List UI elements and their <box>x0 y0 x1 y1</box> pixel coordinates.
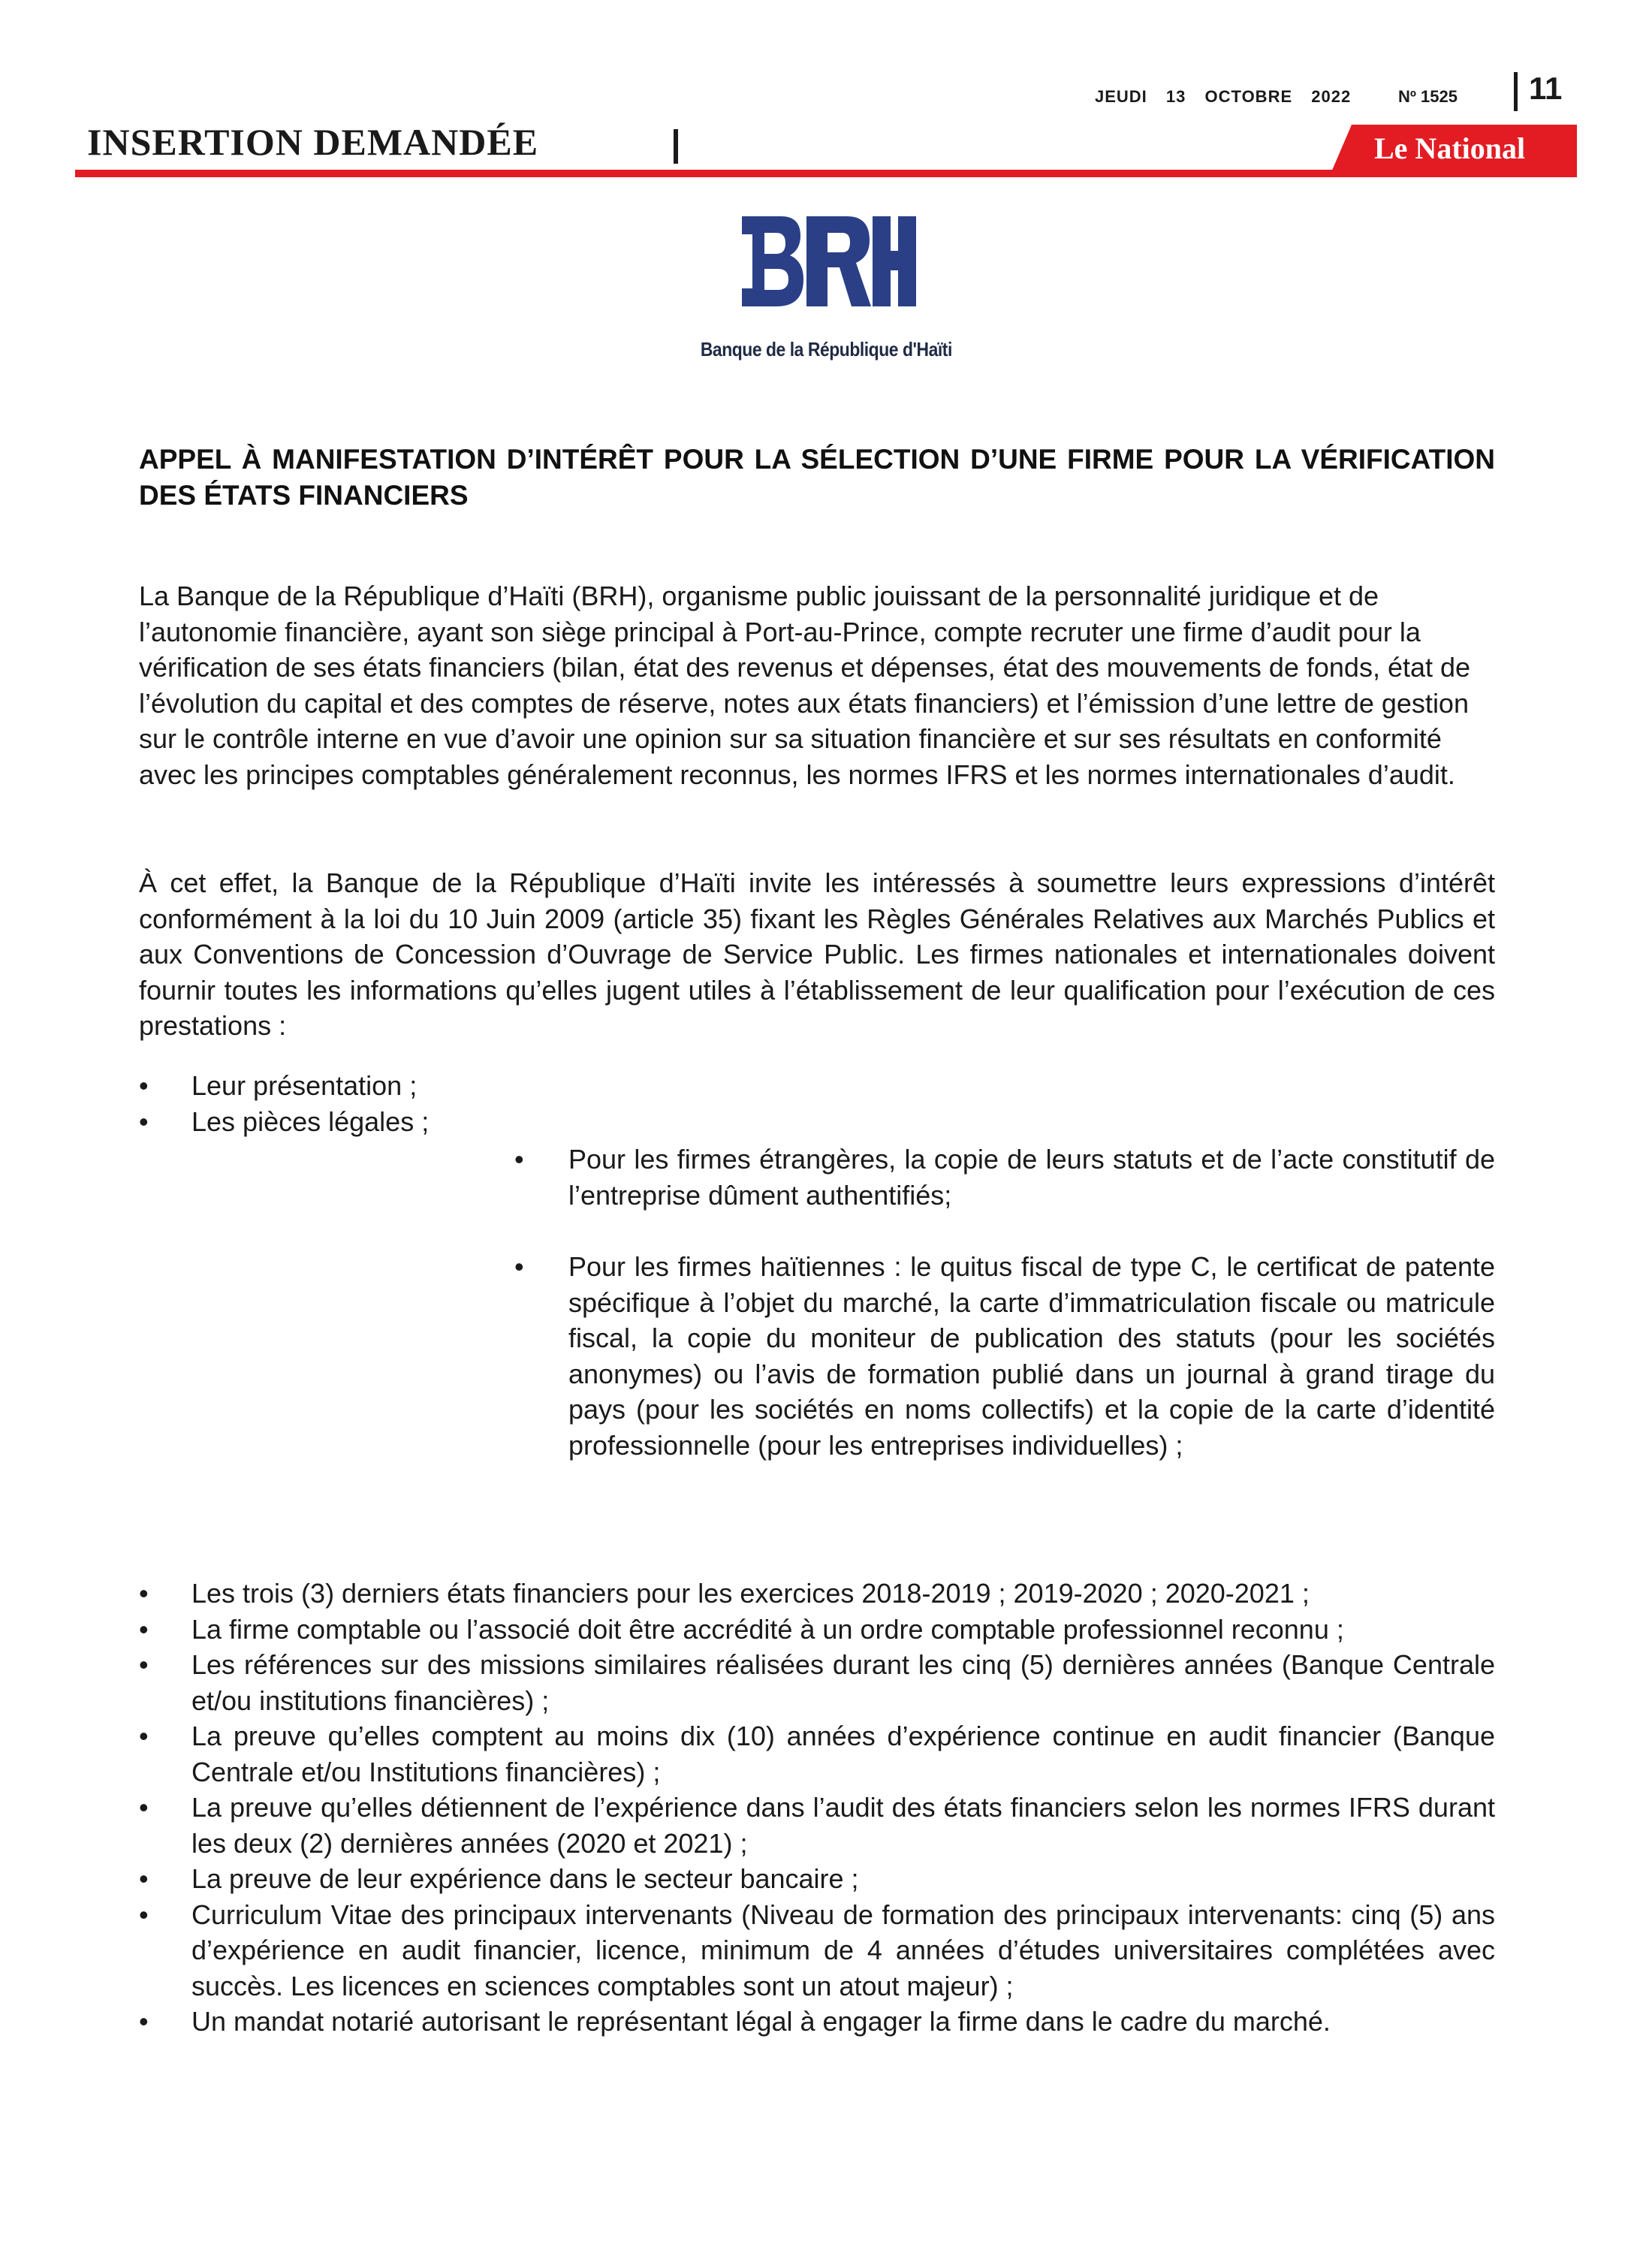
bank-name <box>0 338 1652 361</box>
requirements-list-bottom <box>139 1576 1495 2040</box>
notice-title: APPEL À MANIFESTATION D’INTÉRÊT POUR LA SÉLECTION D’UNE FIRME POUR LA VÉRIFICATION DES ÉTATS FINANCIERS <box>139 444 1495 511</box>
list-item: • Pour les firmes haïtiennes : le quitus fiscal de type C, le certificat de patente spécifique à l’objet du marché, la carte d’immatriculation fiscale ou matricule fiscal, la copie du moniteur de publication des statuts (pour les sociétés anonymes) ou l’avis de formation publié dans un journal à grand tirage du pays (pour les sociétés en noms collectifs) et la copie de la carte d’identité professionnelle (pour les entreprises individuelles) ; <box>514 1249 1495 1463</box>
list-item: • Curriculum Vitae des principaux intervenants (Niveau de formation des principaux intervenants: cinq (5) ans d’expérience en audit financier, licence, minimum de 4 années d’études universitaires complétées avec succès. Les licences en sciences comptables sont un atout majeur) ; <box>139 1897 1495 2004</box>
date-month: OCTOBRE <box>1204 87 1293 106</box>
invitation-paragraph: À cet effet, la Banque de la République d’Haïti invite les intéressés à soumettre leurs expressions d’intérêt conformément à la loi du 10 Juin 2009 (article 35) fixant les Règles Générales Relatives aux Marchés Publics et aux Conventions de Concession d’Ouvrage de Service Public. Les firmes nationales et internationales doivent fournir toutes les informations qu’elles jugent utiles à l’établissement de leur qualification pour l’exécution de ces prestations : <box>139 867 1495 1041</box>
list-item: • La preuve de leur expérience dans le secteur bancaire ; <box>139 1861 1495 1897</box>
intro-paragraph: La Banque de la République d’Haïti (BRH), organisme public jouissant de la personnalité juridique et de l’autonomie financière, ayant son siège principal à Port-au-Prince, compte recruter une firme d’audit pour la vérification de ses états financiers (bilan, état des revenus et dépenses, état des mouvements de fonds, état de l’évolution du capital et des comptes de réserve, notes aux états financiers) et l’émission d’une lettre de gestion sur le contrôle interne en vue d’avoir une opinion sur sa situation financière et sur ses résultats en conformité avec les principes comptables généralement reconnus, les normes IFRS et les normes internationales d’audit. <box>139 581 1471 790</box>
brh-logo-icon <box>737 210 918 315</box>
list-item: • Les trois (3) derniers états financiers pour les exercices 2018-2019 ; 2019-2020 ; 2020-2021 ; <box>139 1576 1495 1612</box>
issue-number: Nº 1525 <box>1398 87 1458 106</box>
list-item: • Leur présentation ; <box>139 1068 1495 1104</box>
section-divider <box>674 129 678 164</box>
publication-date <box>1095 87 1384 107</box>
list-item: • Un mandat notarié autorisant le représentant légal à engager la firme dans le cadre du marché. <box>139 2004 1495 2040</box>
page-number-divider <box>1514 72 1518 111</box>
list-item: • La preuve qu’elles détiennent de l’expérience dans l’audit des états financiers selon les normes IFRS durant les deux (2) dernières années (2020 et 2021) ; <box>139 1790 1495 1861</box>
legal-documents-sublist <box>514 1142 1495 1499</box>
list-item: • La firme comptable ou l’associé doit être accrédité à un ordre comptable professionnel reconnu ; <box>139 1612 1495 1648</box>
list-item: • Pour les firmes étrangères, la copie de leurs statuts et de l’acte constitutif de l’entreprise dûment authentifiés; <box>514 1142 1495 1213</box>
page-number: 11 <box>1529 71 1563 106</box>
masthead-title: Le National <box>1374 131 1526 165</box>
requirements-list-top <box>139 1068 1495 1139</box>
section-label: INSERTION DEMANDÉE <box>87 121 539 163</box>
date-number: 13 <box>1165 87 1186 106</box>
list-item: • Les références sur des missions similaires réalisées durant les cinq (5) dernières années (Banque Centrale et/ou institutions financières) ; <box>139 1647 1495 1718</box>
list-item: • Les pièces légales ; <box>139 1104 1495 1140</box>
date-year: 2022 <box>1311 87 1352 106</box>
date-day: JEUDI <box>1095 87 1147 106</box>
list-item: • La preuve qu’elles comptent au moins dix (10) années d’expérience continue en audit financier (Banque Centrale et/ou Institutions financières) ; <box>139 1718 1495 1790</box>
bank-name-text: Banque de la République d'Haïti <box>700 338 952 360</box>
